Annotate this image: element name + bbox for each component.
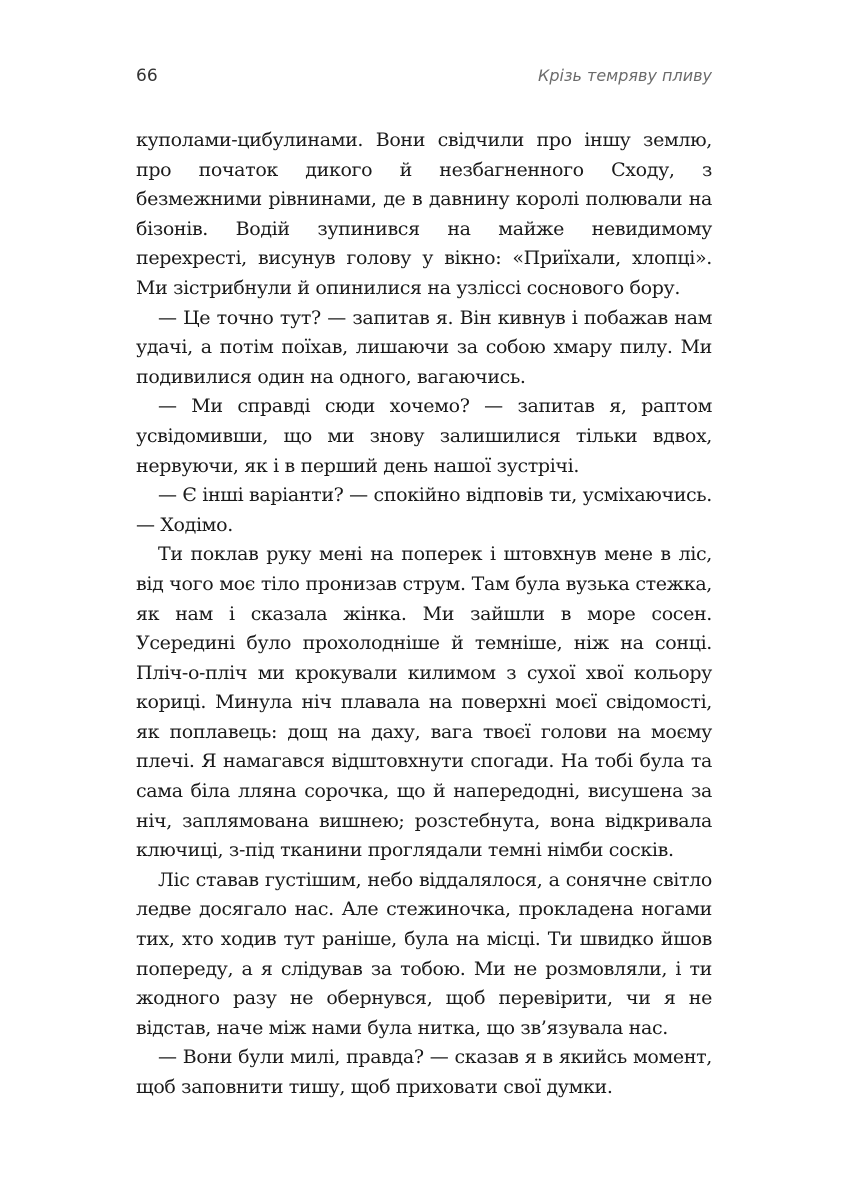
- paragraph: — Вони були милі, правда? — сказав я в якийсь момент, щоб заповнити тишу, щоб приховати свої думки.: [136, 1046, 712, 1098]
- paragraph: Ти поклав руку мені на поперек і штовхнув мене в ліс, від чого моє тіло пронизав струм. Там була вузька стежка, як нам і сказала жінка. Ми зайшли в море сосен. Усередині було прохолодніше й темніше, ніж на сонці. Пліч-о-пліч ми крокували килимом з сухої хвої кольору кориці. Минула ніч плавала на поверхні моєї свідомості, як поплавець: дощ на даху, вага твоєї голови на моєму плечі. Я намагався відштовхнути спогади. На тобі була та сама біла лляна сорочка, що й напередодні, висушена за ніч, заплямована вишнею; розстебнута, вона відкривала ключиці, з-під тканини проглядали темні німби сосків.: [136, 543, 712, 862]
- page-number: 66: [136, 66, 158, 86]
- running-head: [136, 66, 712, 96]
- book-title: Крізь темряву пливу: [538, 66, 712, 85]
- paragraph: куполами-цибулинами. Вони свідчили про іншу землю, про початок дикого й незбагненного Сходу, з безмежними рівнинами, де в давнину королі полювали на бізонів. Водій зупинився на майже невидимому перехресті, висунув голову у вікно: «Приїхали, хлопці». Ми зістрибнули й опинилися на узліссі соснового бору.: [136, 129, 712, 299]
- paragraph: — Є інші варіанти? — спокійно відповів ти, усміхаючись. — Ходімо.: [136, 484, 712, 536]
- paragraph: Ліс ставав густішим, небо віддалялося, а сонячне світло ледве досягало нас. Але стежиночка, прокладена ногами тих, хто ходив тут раніше, була на місці. Ти швидко йшов попереду, а я слідував за тобою. Ми не розмовляли, і ти жодного разу не обернувся, щоб перевірити, чи я не відстав, наче між нами була нитка, що зв’язувала нас.: [136, 868, 712, 1039]
- paragraph: — Ми справді сюди хочемо? — запитав я, раптом усвідомивши, що ми знову залишилися тільки вдвох, нервуючи, як і в перший день нашої зустрічі.: [136, 395, 712, 477]
- paragraph: — Це точно тут? — запитав я. Він кивнув і побажав нам удачі, а потім поїхав, лишаючи за собою хмару пилу. Ми подивилися один на одного, вагаючись.: [136, 306, 712, 388]
- body-text: [136, 126, 712, 1103]
